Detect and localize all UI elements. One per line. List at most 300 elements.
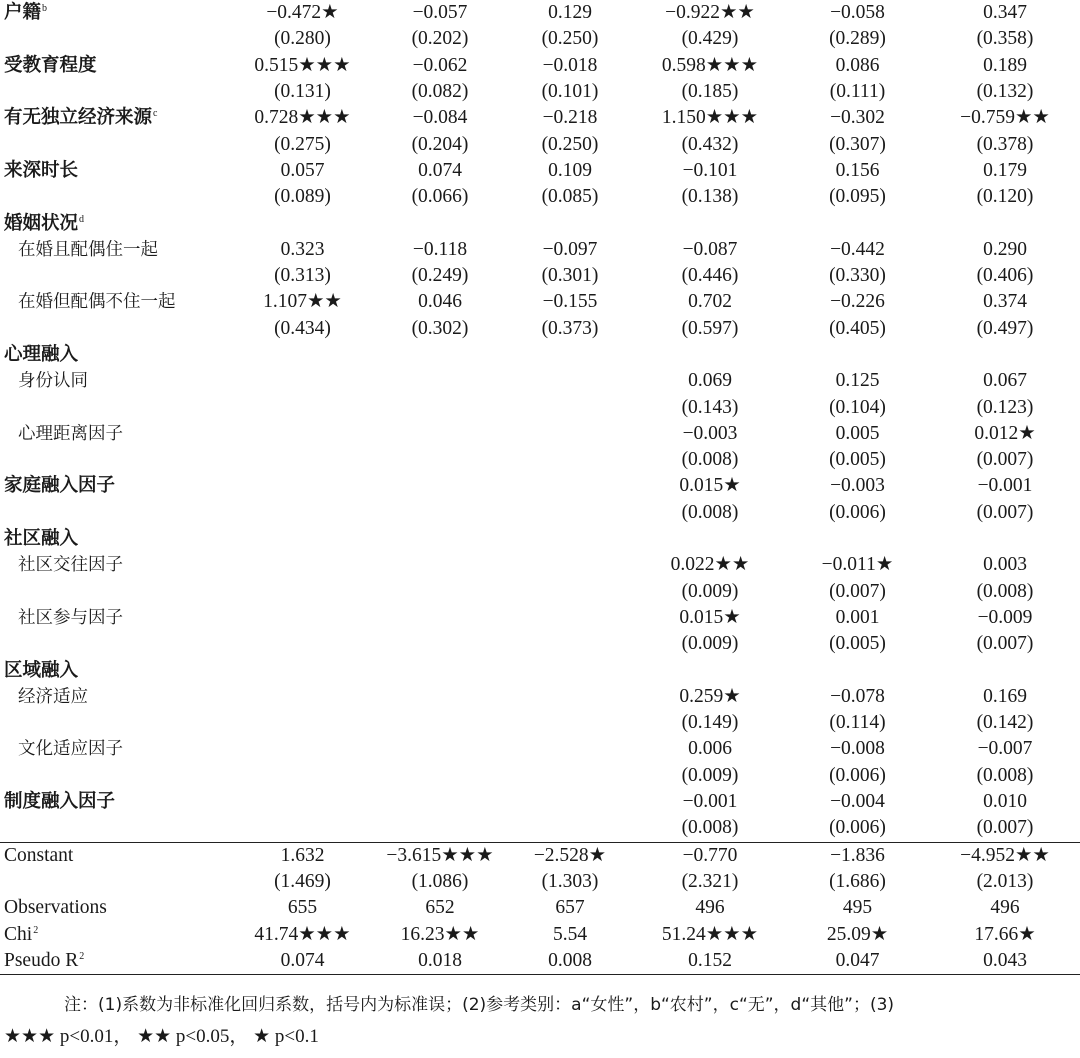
cell-model-4: 51.24★★★ (661, 923, 759, 945)
standard-error-row (0, 184, 1080, 210)
row-label: 在婚且配偶住一起 (18, 239, 158, 260)
cell-model-6: (0.358) (976, 28, 1034, 50)
row-label: 社区交往因子 (18, 555, 123, 576)
cell-model-6: (0.007) (976, 449, 1034, 471)
standard-error-row (0, 869, 1080, 895)
cell-model-3 (505, 473, 635, 499)
row-label: 心理距离因子 (18, 423, 123, 444)
standard-error-row (0, 579, 1080, 605)
cell-model-6: 0.043 (930, 948, 1080, 975)
cell-model-6: −4.952★★ (930, 842, 1080, 869)
cell-model-1 (230, 684, 375, 710)
cell-model-5: 0.005 (835, 422, 880, 444)
cell-model-3: 0.008 (505, 948, 635, 975)
cell-model-3 (505, 736, 635, 762)
cell-model-2: −0.118 (412, 238, 468, 260)
cell-model-4: (0.597) (681, 317, 739, 339)
cell-model-1 (230, 815, 375, 842)
cell-model-4: 0.015★ (679, 606, 741, 628)
cell-model-1 (230, 526, 375, 552)
cell-model-2: (1.086) (411, 870, 469, 892)
cell-model-2 (375, 684, 505, 710)
cell-model-3 (505, 447, 635, 473)
cell-model-3 (505, 710, 635, 736)
cell-model-4: 0.259★ (679, 685, 741, 707)
cell-model-5: (1.686) (829, 870, 886, 892)
row-label: 制度融入因子 (4, 791, 116, 813)
cell-model-1: 0.515★★★ (254, 54, 351, 76)
cell-model-2 (375, 368, 505, 394)
cell-model-3 (505, 342, 635, 368)
table-row (0, 789, 1080, 815)
row-label: 婚姻状况$^d$ (4, 212, 85, 234)
cell-model-2 (375, 526, 505, 552)
cell-model-5: (0.007) (829, 580, 886, 602)
table-row (0, 684, 1080, 710)
cell-model-6: (0.123) (976, 396, 1034, 418)
cell-model-4: 0.598★★★ (661, 54, 759, 76)
cell-model-4 (635, 526, 785, 552)
cell-model-2: −3.615★★★ (375, 842, 505, 869)
cell-model-2 (375, 552, 505, 578)
cell-model-6 (930, 657, 1080, 683)
cell-model-5: −0.442 (830, 238, 885, 260)
row-label: 社区参与因子 (18, 607, 123, 628)
cell-model-1 (230, 394, 375, 420)
cell-model-3: −0.155 (542, 291, 598, 313)
footnote-marker: 2 (79, 950, 85, 962)
cell-model-3: (0.250) (541, 28, 599, 50)
standard-error-row (0, 316, 1080, 342)
footnote-marker: b (42, 3, 48, 15)
row-label: 家庭融入因子 (4, 475, 116, 497)
cell-model-2 (375, 789, 505, 815)
cell-model-4: (0.009) (681, 580, 739, 602)
cell-model-2 (375, 631, 505, 657)
row-label (0, 26, 230, 52)
standard-error-row (0, 79, 1080, 105)
cell-model-3: (0.101) (541, 81, 599, 103)
cell-model-6: (0.132) (976, 81, 1034, 103)
cell-model-4: −0.001 (682, 791, 738, 813)
cell-model-1 (230, 342, 375, 368)
cell-model-6: 0.067 (983, 370, 1027, 392)
cell-model-3: (0.250) (541, 133, 599, 155)
cell-model-4: −0.922★★ (665, 2, 755, 24)
cell-model-6: −0.001 (977, 475, 1033, 497)
cell-model-3 (505, 684, 635, 710)
row-label: 在婚但配偶不住一起 (18, 292, 176, 313)
cell-model-2: 0.074 (418, 159, 462, 181)
cell-model-5: (0.005) (829, 449, 886, 471)
cell-model-3: −2.528★ (505, 842, 635, 869)
table-row (0, 210, 1080, 236)
cell-model-1: 0.057 (280, 159, 325, 181)
cell-model-4: −0.770 (635, 842, 785, 869)
table-row (0, 473, 1080, 499)
cell-model-5: (0.095) (829, 186, 886, 208)
row-label: 文化适应因子 (18, 739, 123, 760)
cell-model-2: −0.084 (412, 107, 468, 129)
cell-model-6: (0.120) (976, 186, 1034, 208)
cell-model-1: (0.089) (274, 186, 331, 208)
cell-model-4: 0.015★ (679, 475, 741, 497)
cell-model-4: 0.069 (688, 370, 732, 392)
row-label: 身份认同 (18, 371, 88, 392)
cell-model-2: −0.057 (412, 2, 468, 24)
cell-model-1: 0.074 (230, 948, 375, 975)
row-label: Observations (4, 897, 107, 919)
table-row (0, 368, 1080, 394)
cell-model-5: 495 (842, 897, 873, 919)
row-label: 心理融入 (4, 344, 79, 365)
cell-model-2 (375, 605, 505, 631)
cell-model-6: (0.142) (976, 712, 1034, 734)
row-label: 社区融入 (4, 528, 79, 550)
cell-model-2 (375, 579, 505, 605)
cell-model-5 (785, 342, 930, 368)
cell-model-5: (0.005) (829, 633, 886, 655)
cell-model-1: 655 (287, 897, 318, 919)
cell-model-3 (505, 526, 635, 552)
cell-model-5: −1.836 (785, 842, 930, 869)
cell-model-2 (375, 736, 505, 762)
cell-model-5 (785, 526, 930, 552)
cell-model-3: 5.54 (552, 923, 588, 945)
cell-model-6: 17.66★ (974, 923, 1036, 945)
cell-model-1 (230, 789, 375, 815)
cell-model-5: 0.001 (835, 606, 880, 628)
table-row (0, 736, 1080, 762)
cell-model-2 (375, 500, 505, 526)
cell-model-4: 1.150★★★ (661, 107, 759, 129)
cell-model-4 (635, 210, 785, 236)
row-label: 经济适应 (18, 686, 88, 707)
cell-model-5: −0.302 (830, 107, 885, 129)
cell-model-2 (375, 815, 505, 842)
row-label: 受教育程度 (4, 54, 97, 76)
cell-model-4: (0.008) (681, 501, 739, 523)
table-row (0, 921, 1080, 947)
cell-model-5: 0.047 (785, 948, 930, 975)
cell-model-4: 0.006 (688, 738, 732, 760)
cell-model-3: −0.097 (542, 238, 598, 260)
row-label (0, 184, 230, 210)
row-label (0, 394, 230, 420)
cell-model-6: 0.169 (983, 685, 1027, 707)
cell-model-6 (930, 342, 1080, 368)
cell-model-6: −0.759★★ (960, 107, 1050, 129)
cell-model-1: (0.275) (274, 133, 331, 155)
cell-model-6: 0.003 (983, 554, 1027, 576)
table-row (0, 289, 1080, 315)
cell-model-3 (505, 394, 635, 420)
cell-model-2: (0.249) (411, 265, 469, 287)
standard-error-row (0, 263, 1080, 289)
cell-model-1 (230, 447, 375, 473)
footnote-marker: c (153, 108, 158, 120)
cell-model-2: 0.046 (418, 291, 462, 313)
cell-model-5: −0.226 (830, 291, 885, 313)
cell-model-4: 0.152 (635, 948, 785, 975)
cell-model-2 (375, 710, 505, 736)
standard-error-row (0, 763, 1080, 789)
table-row (0, 552, 1080, 578)
cell-model-6: (0.007) (976, 633, 1034, 655)
cell-model-5: (0.104) (829, 396, 886, 418)
cell-model-6: 0.010 (983, 791, 1027, 813)
cell-model-3 (505, 579, 635, 605)
cell-model-1: 1.107★★ (263, 291, 342, 313)
row-label (0, 316, 230, 342)
cell-model-1 (230, 421, 375, 447)
table-row (0, 105, 1080, 131)
significance-legend: ★★★ p<0.01， ★★ p<0.05， ★ p<0.1 (4, 1026, 319, 1047)
cell-model-1: (0.434) (274, 317, 331, 339)
cell-model-6: 496 (990, 897, 1020, 919)
table-row (0, 657, 1080, 683)
table-row (0, 842, 1080, 869)
cell-model-3 (505, 368, 635, 394)
row-label: 区域融入 (4, 659, 79, 681)
cell-model-4: (0.009) (681, 764, 739, 786)
standard-error-row (0, 131, 1080, 157)
cell-model-1: 0.323 (280, 238, 325, 260)
cell-model-3: (1.303) (541, 870, 599, 892)
footnote-marker: 2 (33, 924, 39, 936)
cell-model-4: (2.321) (681, 870, 739, 892)
cell-model-5: −0.003 (830, 475, 885, 497)
cell-model-5: −0.058 (830, 2, 885, 24)
cell-model-1 (230, 552, 375, 578)
cell-model-3: (0.085) (541, 186, 599, 208)
table-row (0, 526, 1080, 552)
cell-model-4: (0.008) (681, 817, 739, 839)
cell-model-6: −0.007 (977, 738, 1033, 760)
cell-model-5: (0.114) (829, 712, 886, 734)
row-label: Constant (0, 842, 230, 869)
cell-model-2 (375, 763, 505, 789)
cell-model-2: (0.302) (411, 317, 469, 339)
row-label (0, 631, 230, 657)
cell-model-6: (0.007) (976, 501, 1034, 523)
cell-model-4: 0.702 (688, 291, 732, 313)
cell-model-2 (375, 473, 505, 499)
cell-model-2 (375, 394, 505, 420)
cell-model-5: (0.330) (829, 265, 886, 287)
cell-model-1 (230, 710, 375, 736)
cell-model-3: 0.129 (548, 2, 592, 24)
row-label: 户籍$^b$ (4, 2, 48, 24)
cell-model-5 (785, 657, 930, 683)
standard-error-row (0, 500, 1080, 526)
cell-model-3 (505, 789, 635, 815)
table-note: 注：(1)系数为非标准化回归系数，括号内为标准误；(2)参考类别：a“女性”，b“农村”，c“无”，d“其他”；(3) (64, 995, 895, 1015)
cell-model-1: −0.472★ (266, 2, 339, 24)
cell-model-5: 0.156 (835, 159, 880, 181)
footnote-marker: d (79, 213, 85, 225)
cell-model-4: −0.101 (682, 159, 738, 181)
cell-model-2: (0.066) (411, 186, 469, 208)
cell-model-6: (0.007) (976, 817, 1034, 839)
cell-model-6 (930, 526, 1080, 552)
cell-model-4: (0.008) (681, 449, 739, 471)
row-label (0, 447, 230, 473)
row-label: 来深时长 (4, 159, 79, 181)
cell-model-5: −0.078 (830, 685, 885, 707)
cell-model-1 (230, 657, 375, 683)
cell-model-5: (0.006) (829, 817, 886, 839)
cell-model-3 (505, 657, 635, 683)
cell-model-6: 0.012★ (974, 422, 1036, 444)
cell-model-3 (505, 500, 635, 526)
cell-model-1 (230, 500, 375, 526)
row-label (0, 869, 230, 895)
cell-model-1 (230, 473, 375, 499)
row-label (0, 815, 230, 842)
cell-model-2: 652 (425, 897, 455, 919)
cell-model-5: (0.289) (829, 28, 886, 50)
row-label (0, 263, 230, 289)
cell-model-4: −0.087 (682, 238, 738, 260)
cell-model-1 (230, 368, 375, 394)
cell-model-1 (230, 736, 375, 762)
cell-model-3 (505, 605, 635, 631)
row-label (0, 763, 230, 789)
standard-error-row (0, 815, 1080, 842)
cell-model-4: 0.022★★ (670, 554, 750, 576)
cell-model-1: 41.74★★★ (254, 923, 351, 945)
cell-model-5: −0.008 (830, 738, 885, 760)
cell-model-2: (0.204) (411, 133, 469, 155)
cell-model-3 (505, 552, 635, 578)
cell-model-3: 657 (555, 897, 585, 919)
cell-model-6: 0.374 (983, 291, 1027, 313)
table-row (0, 237, 1080, 263)
cell-model-2: 16.23★★ (400, 923, 480, 945)
cell-model-3: −0.218 (542, 107, 598, 129)
standard-error-row (0, 26, 1080, 52)
cell-model-5: 25.09★ (826, 923, 889, 945)
cell-model-4: (0.429) (681, 28, 739, 50)
cell-model-4: (0.149) (681, 712, 739, 734)
cell-model-5: 0.125 (835, 370, 880, 392)
cell-model-6 (930, 210, 1080, 236)
row-label: Chi$^2$ (4, 923, 39, 945)
cell-model-6: (0.008) (976, 764, 1034, 786)
cell-model-4: (0.446) (681, 265, 739, 287)
cell-model-2: (0.082) (411, 81, 469, 103)
cell-model-2 (375, 342, 505, 368)
cell-model-5: −0.004 (830, 791, 885, 813)
cell-model-3: (0.373) (541, 317, 599, 339)
standard-error-row (0, 394, 1080, 420)
cell-model-1 (230, 631, 375, 657)
cell-model-4: (0.009) (681, 633, 739, 655)
table-row (0, 53, 1080, 79)
cell-model-1 (230, 210, 375, 236)
cell-model-4: (0.432) (681, 133, 739, 155)
cell-model-4: −0.003 (682, 422, 738, 444)
cell-model-5: 0.086 (835, 54, 880, 76)
row-label: 有无独立经济来源$^c$ (4, 107, 158, 129)
cell-model-6: (2.013) (976, 870, 1034, 892)
cell-model-1: (0.280) (274, 28, 331, 50)
table-row (0, 342, 1080, 368)
table-row (0, 0, 1080, 26)
cell-model-1: 1.632 (230, 842, 375, 869)
cell-model-2: −0.062 (412, 54, 468, 76)
table-row (0, 421, 1080, 447)
standard-error-row (0, 710, 1080, 736)
cell-model-5: (0.405) (829, 317, 886, 339)
cell-model-5 (785, 210, 930, 236)
row-label (0, 500, 230, 526)
cell-model-2: (0.202) (411, 28, 469, 50)
cell-model-1 (230, 579, 375, 605)
row-label (0, 131, 230, 157)
cell-model-4 (635, 342, 785, 368)
cell-model-6: 0.189 (983, 54, 1027, 76)
standard-error-row (0, 447, 1080, 473)
cell-model-4: (0.143) (681, 396, 739, 418)
cell-model-3 (505, 421, 635, 447)
table-row (0, 895, 1080, 921)
row-label (0, 579, 230, 605)
cell-model-1: (1.469) (274, 870, 331, 892)
cell-model-5: (0.006) (829, 501, 886, 523)
table-row (0, 158, 1080, 184)
cell-model-6: (0.497) (976, 317, 1034, 339)
cell-model-5: (0.006) (829, 764, 886, 786)
cell-model-1 (230, 763, 375, 789)
row-label: Pseudo $R^2$ (0, 948, 230, 975)
cell-model-3 (505, 763, 635, 789)
cell-model-1: 0.728★★★ (254, 107, 351, 129)
cell-model-1 (230, 605, 375, 631)
cell-model-4: 496 (695, 897, 725, 919)
cell-model-6: (0.008) (976, 580, 1034, 602)
cell-model-6: 0.179 (983, 159, 1027, 181)
row-label (0, 79, 230, 105)
cell-model-5: (0.111) (829, 81, 886, 103)
cell-model-3: −0.018 (542, 54, 598, 76)
cell-model-1: (0.131) (274, 81, 331, 103)
cell-model-6: −0.009 (977, 606, 1033, 628)
cell-model-3: 0.109 (548, 159, 592, 181)
cell-model-6: 0.347 (983, 2, 1027, 24)
cell-model-2 (375, 657, 505, 683)
cell-model-3 (505, 631, 635, 657)
cell-model-6: (0.378) (976, 133, 1034, 155)
cell-model-2 (375, 210, 505, 236)
cell-model-2 (375, 421, 505, 447)
cell-model-6: 0.290 (983, 238, 1027, 260)
table-row (0, 948, 1080, 975)
cell-model-3 (505, 815, 635, 842)
cell-model-6: (0.406) (976, 265, 1034, 287)
standard-error-row (0, 631, 1080, 657)
cell-model-4: (0.185) (681, 81, 739, 103)
cell-model-3: (0.301) (541, 265, 599, 287)
cell-model-3 (505, 210, 635, 236)
cell-model-4 (635, 657, 785, 683)
cell-model-2 (375, 447, 505, 473)
cell-model-2: 0.018 (375, 948, 505, 975)
cell-model-5: −0.011★ (821, 554, 894, 576)
cell-model-1: (0.313) (274, 265, 331, 287)
cell-model-5: (0.307) (829, 133, 886, 155)
